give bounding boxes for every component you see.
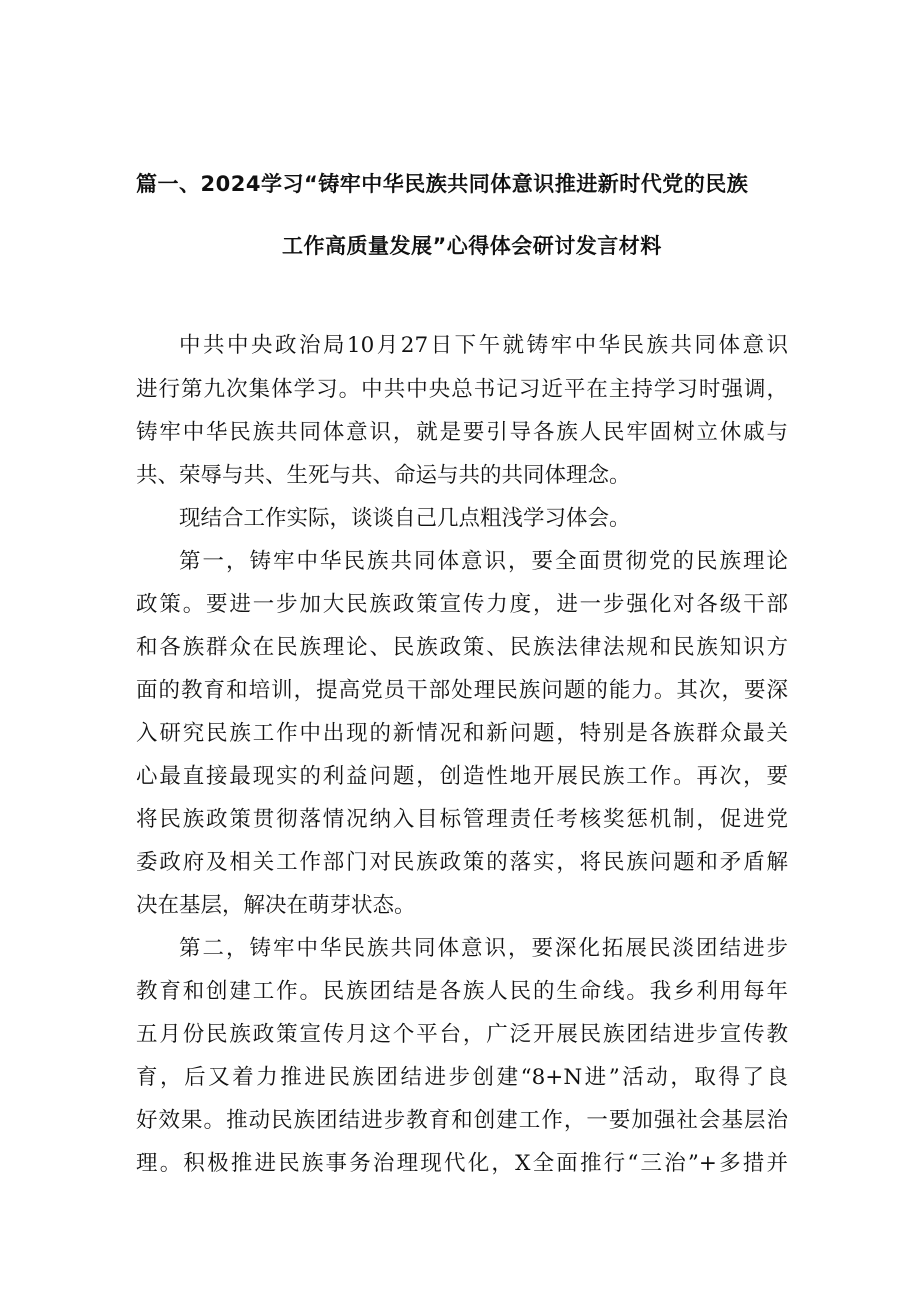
body-line: 第一，铸牢中华民族共同体意识，要全面贯彻党的民族理论 xyxy=(179,549,788,574)
body-line: 进行第九次集体学习。中共中央总书记习近平在主持学习时强调， xyxy=(136,377,788,402)
body-line: 中共中央政治局10月27日下午就铸牢中华民族共同体意识 xyxy=(179,333,788,358)
body-line: 政策。要进一步加大民族政策宣传力度，进一步强化对各级干部 xyxy=(136,592,788,617)
body-line: 和各族群众在民族理论、民族政策、民族法律法规和民族知识方 xyxy=(136,635,788,660)
body-line: 五月份民族政策宣传月这个平台，广泛开展民族团结进步宣传教 xyxy=(136,1022,788,1047)
body-line: 教育和创建工作。民族团结是各族人民的生命线。我乡利用每年 xyxy=(136,979,788,1004)
body-line: 共、荣辱与共、生死与共、命运与共的共同体理念。 xyxy=(136,463,631,488)
body-line: 理。积极推进民族事务治理现代化，X全面推行“三治”+多措并 xyxy=(136,1151,788,1176)
body-line: 铸牢中华民族共同体意识，就是要引导各族人民牢固树立休戚与 xyxy=(136,420,788,445)
body-line: 育，后又着力推进民族团结进步创建“8+N进”活动，取得了良 xyxy=(136,1065,788,1090)
body-line: 现结合工作实际，谈谈自己几点粗浅学习体会。 xyxy=(179,506,631,531)
body-line: 决在基层，解决在萌芽状态。 xyxy=(136,893,416,918)
document-title-line-2: 工作高质量发展”心得体会研讨发言材料 xyxy=(282,234,662,258)
body-line: 面的教育和培训，提高党员干部处理民族问题的能力。其次，要深 xyxy=(136,678,788,703)
body-line: 入研究民族工作中出现的新情况和新问题，特别是各族群众最关 xyxy=(136,721,788,746)
body-line: 心最直接最现实的利益问题，创造性地开展民族工作。再次，要 xyxy=(136,764,788,789)
body-line: 第二，铸牢中华民族共同体意识，要深化拓展民淡团结进步 xyxy=(179,936,788,961)
body-line: 好效果。推动民族团结进步教育和创建工作，一要加强社会基层治 xyxy=(136,1108,788,1133)
body-line: 将民族政策贯彻落情况纳入目标管理责任考核奖惩机制，促进党 xyxy=(136,807,788,832)
body-line: 委政府及相关工作部门对民族政策的落实，将民族问题和矛盾解 xyxy=(136,850,788,875)
document-title-line-1: 篇一、2024学习“铸牢中华民族共同体意识推进新时代党的民族 xyxy=(136,172,749,196)
